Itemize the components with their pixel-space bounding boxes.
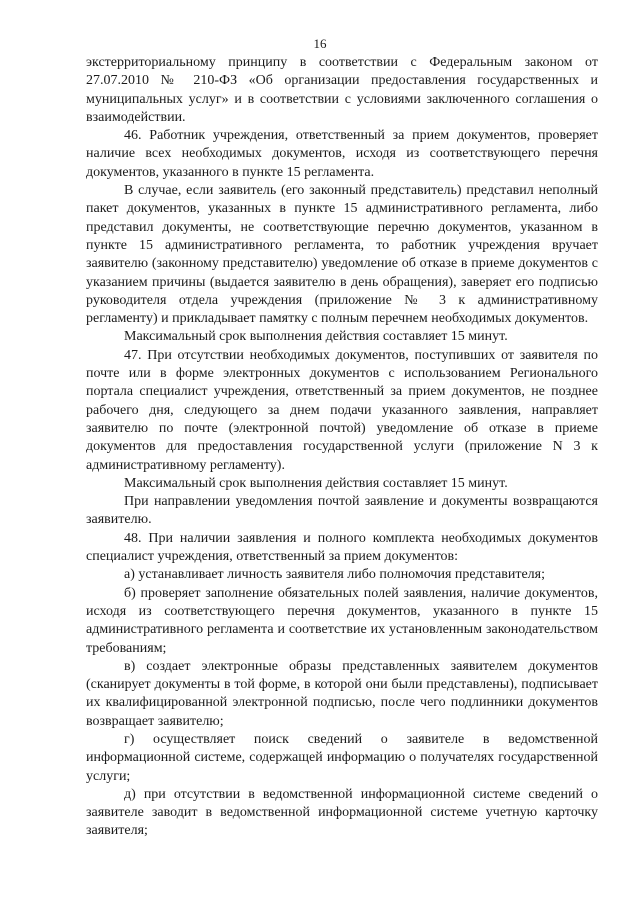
paragraph-intro-continued: экстерриториальному принципу в соответствии с Федеральным законом от 27.07.2010 № 210-ФЗ «Об организации предоставления государственных и муниципальных услуг» и в соответствии с условиями заключенного соглашения о взаимодействии.: [86, 55, 598, 125]
paragraph-max-time-2: Максимальный срок выполнения действия составляет 15 минут.: [124, 475, 508, 491]
list-item-g: г) осуществляет поиск сведений о заявителе в ведомственной информационной системе, содержащей информацию о получателях государственной услуги;: [86, 731, 598, 784]
paragraph-47: 47. При отсутствии необходимых документов, поступивших от заявителя по почте или в форме электронных документов с использованием Регионального портала специалист учреждения, ответственный за прием документов, не позднее рабочего дня, следующего за днем подачи указанного заявления, направляет заявителю по почте (электронной почтой) уведомление об отказе в приеме документов для предоставления государственной услуги (приложение N 3 к административному регламенту).: [86, 347, 598, 473]
paragraph-max-time-1: Максимальный срок выполнения действия составляет 15 минут.: [124, 329, 508, 345]
paragraph-46: 46. Работник учреждения, ответственный за прием документов, проверяет наличие всех необходимых документов, исходя из соответствующего перечня документов, указанного в пункте 15 регламента.: [86, 128, 598, 180]
paragraph-return-documents: При направлении уведомления почтой заявление и документы возвращаются заявителю.: [86, 494, 598, 528]
list-item-a: а) устанавливает личность заявителя либо полномочия представителя;: [124, 567, 545, 583]
paragraph-incomplete-package: В случае, если заявитель (его законный представитель) представил неполный пакет документов, указанных в пункте 15 административного регламента, либо представил документы, не соответствующие перечню документов, указанном в пункте 15 административного регламента, то работник учреждения вручает заявителю (законному представителю) уведомление об отказе в приеме документов с указанием причины (выдается заявителю в день обращения), заверяет его подписью руководителя отдела учреждения (приложение № 3 к административному регламенту) и прикладывает памятку с полным перечнем необходимых документов.: [86, 183, 598, 327]
list-item-v: в) создает электронные образы представленных заявителем документов (сканирует документы в той форме, в которой они были представлены), подписывает их квалифицированной электронной подписью, после чего подлинники документов возвращает заявителю;: [86, 658, 598, 729]
document-body: [86, 54, 598, 841]
paragraph-48: 48. При наличии заявления и полного комплекта необходимых документов специалист учреждения, ответственный за прием документов:: [86, 530, 598, 565]
list-item-b: б) проверяет заполнение обязательных полей заявления, наличие документов, исходя из соответствующего перечня документов, указанного в пункте 15 административного регламента и соответствие их установленным законодательством требованиям;: [86, 585, 598, 656]
list-item-d: д) при отсутствии в ведомственной информационной системе сведений о заявителе заводит в ведомственной информационной системе учетную карточку заявителя;: [86, 786, 598, 839]
page-number: 16: [313, 36, 327, 51]
